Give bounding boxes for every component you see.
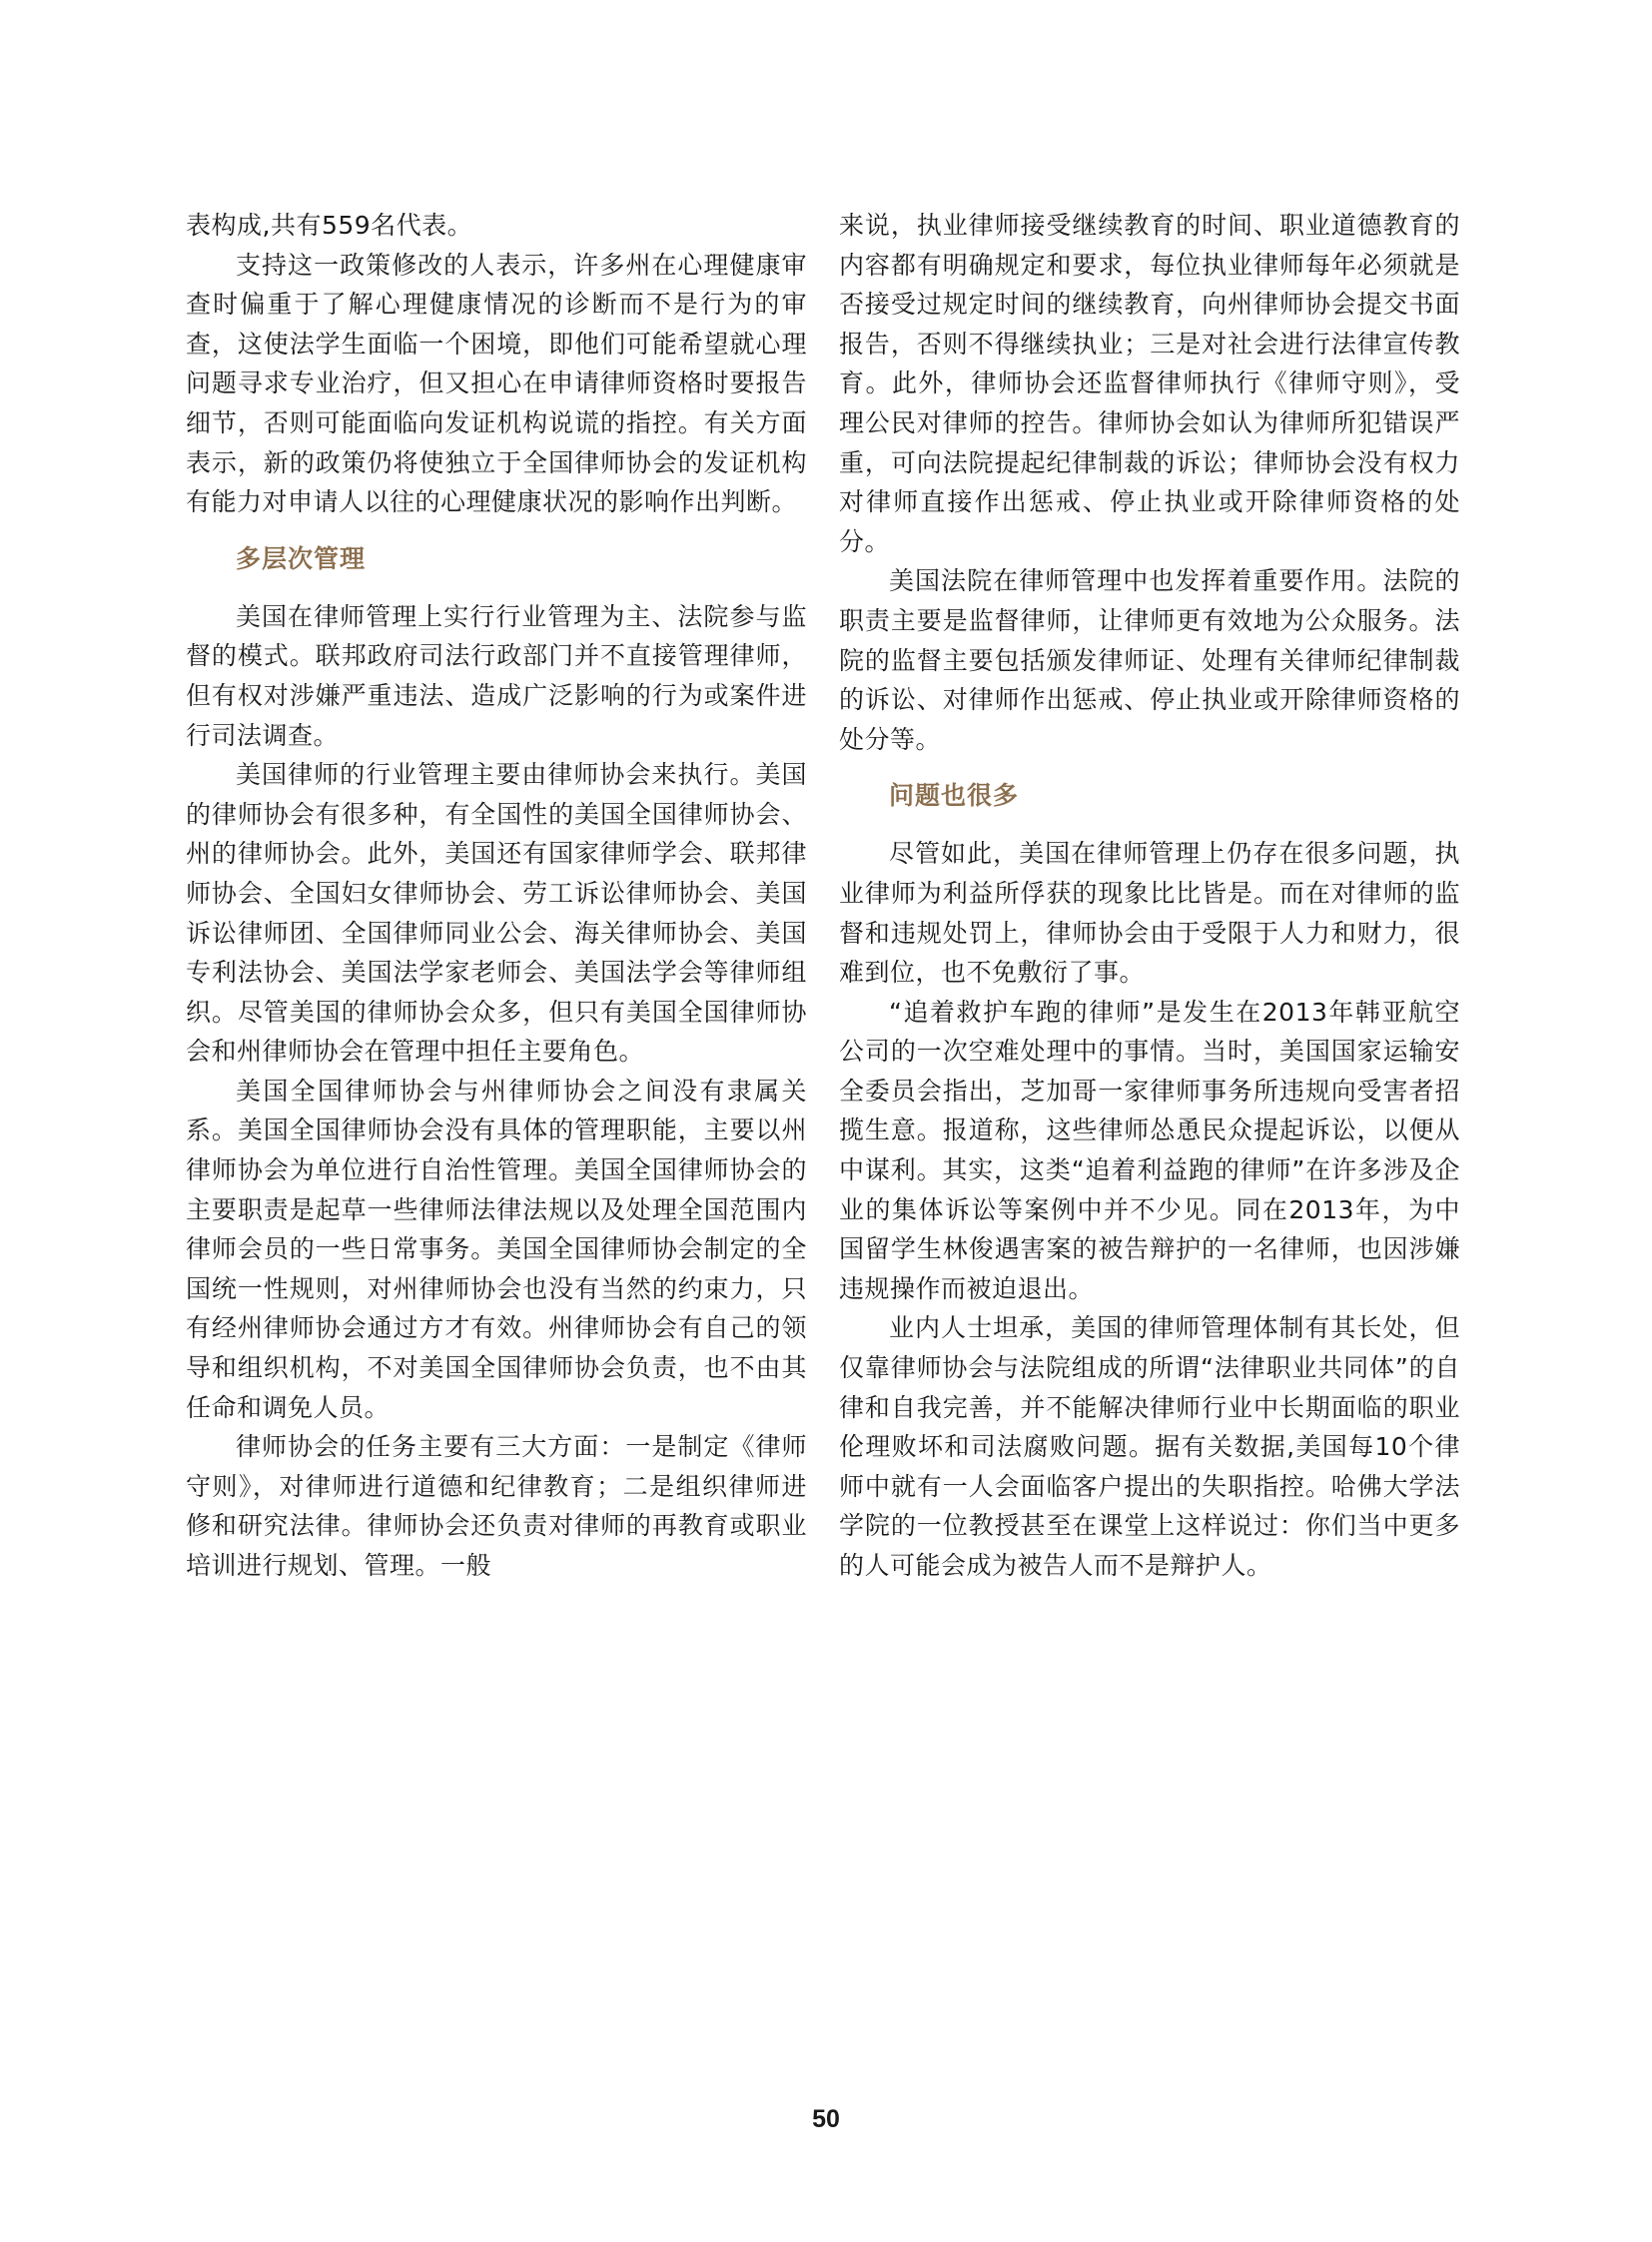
left-column — [186, 206, 807, 1586]
paragraph: 美国律师的行业管理主要由律师协会来执行。美国的律师协会有很多种，有全国性的美国全国律师协会、州的律师协会。此外，美国还有国家律师学会、联邦律师协会、全国妇女律师协会、劳工诉讼律师协会、美国诉讼律师团、全国律师同业公会、海关律师协会、美国专利法协会、美国法学家老师会、美国法学会等律师组织。尽管美国的律师协会众多，但只有美国全国律师协会和州律师协会在管理中担任主要角色。 — [186, 760, 807, 1067]
paragraph: 美国法院在律师管理中也发挥着重要作用。法院的职责主要是监督律师，让律师更有效地为公众服务。法院的监督主要包括颁发律师证、处理有关律师纪律制裁的诉讼、对律师作出惩戒、停止执业或开除律师资格的处分等。 — [839, 566, 1460, 754]
page-number: 50 — [812, 2105, 840, 2133]
paragraph: “追着救护车跑的律师”是发生在2013年韩亚航空公司的一次空难处理中的事情。当时，美国国家运输安全委员会指出，芝加哥一家律师事务所违规向受害者招揽生意。报道称，这些律师怂恿民众提起诉讼，以便从中谋利。其实，这类“追着利益跑的律师”在许多涉及企业的集体诉讼等案例中并不少见。同在2013年，为中国留学生林俊遇害案的被告辩护的一名律师，也因涉嫌违规操作而被迫退出。 — [839, 997, 1460, 1303]
paragraph: 美国全国律师协会与州律师协会之间没有隶属关系。美国全国律师协会没有具体的管理职能，主要以州律师协会为单位进行自治性管理。美国全国律师协会的主要职责是起草一些律师法律法规以及处理全国范围内律师会员的一些日常事务。美国全国律师协会制定的全国统一性规则，对州律师协会也没有当然的约束力，只有经州律师协会通过方才有效。州律师协会有自己的领导和组织机构，不对美国全国律师协会负责，也不由其任命和调免人员。 — [186, 1076, 807, 1422]
paragraph: 尽管如此，美国在律师管理上仍存在很多问题，执业律师为利益所俘获的现象比比皆是。而在对律师的监督和违规处罚上，律师协会由于受限于人力和财力，很难到位，也不免敷衍了事。 — [839, 839, 1460, 988]
paragraph: 支持这一政策修改的人表示，许多州在心理健康审查时偏重于了解心理健康情况的诊断而不是行为的审查，这使法学生面临一个困境，即他们可能希望就心理问题寻求专业治疗，但又担心在申请律师资格时要报告细节，否则可能面临向发证机构说谎的指控。有关方面表示，新的政策仍将使独立于全国律师协会的发证机构有能力对申请人以往的心理健康状况的影响作出判断。 — [186, 250, 807, 517]
right-column — [839, 206, 1460, 1586]
section-heading-many-problems: 问题也很多 — [889, 781, 1020, 811]
article-page — [186, 206, 1474, 2103]
paragraph: 业内人士坦承，美国的律师管理体制有其长处，但仅靠律师协会与法院组成的所谓“法律职业共同体”的自律和自我完善，并不能解决律师行业中长期面临的职业伦理败坏和司法腐败问题。据有关数据,美国每10个律师中就有一人会面临客户提出的失职指控。哈佛大学法学院的一位教授甚至在课堂上这样说过：你们当中更多的人可能会成为被告人而不是辩护人。 — [839, 1313, 1460, 1580]
paragraph: 律师协会的任务主要有三大方面：一是制定《律师守则》，对律师进行道德和纪律教育；二是组织律师进修和研究法律。律师协会还负责对律师的再教育或职业培训进行规划、管理。一般 — [186, 1432, 807, 1580]
paragraph: 表构成,共有559名代表。 — [186, 211, 473, 240]
section-heading-multilevel-management: 多层次管理 — [236, 543, 367, 573]
paragraph: 美国在律师管理上实行行业管理为主、法院参与监督的模式。联邦政府司法行政部门并不直接管理律师，但有权对涉嫌严重违法、造成广泛影响的行为或案件进行司法调查。 — [186, 601, 807, 750]
paragraph: 来说，执业律师接受继续教育的时间、职业道德教育的内容都有明确规定和要求，每位执业律师每年必须就是否接受过规定时间的继续教育，向州律师协会提交书面报告，否则不得继续执业；三是对社会进行法律宣传教育。此外，律师协会还监督律师执行《律师守则》，受理公民对律师的控告。律师协会如认为律师所犯错误严重，可向法院提起纪律制裁的诉讼；律师协会没有权力对律师直接作出惩戒、停止执业或开除律师资格的处分。 — [839, 211, 1460, 556]
